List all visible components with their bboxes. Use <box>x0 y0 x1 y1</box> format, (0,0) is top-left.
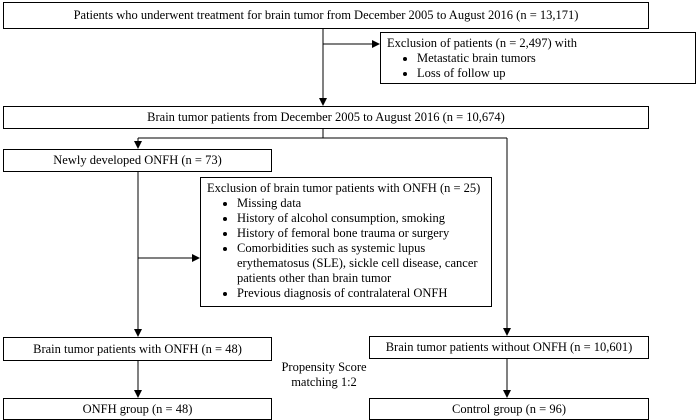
mid-box <box>3 106 649 129</box>
exclusion-2-list <box>207 196 485 301</box>
top-box-text: Patients who underwent treatment for brain tumor from December 2005 to August 2016 (n = 13,171) <box>73 8 579 22</box>
control-group-box-text: Control group (n = 96) <box>452 401 566 416</box>
exclusion-2-title: Exclusion of brain tumor patients with ONFH (n = 25) <box>207 181 481 195</box>
with-onfh-box-text: Brain tumor patients with ONFH (n = 48) <box>33 341 242 356</box>
exclusion-box-1 <box>380 32 696 84</box>
without-onfh-box <box>369 336 649 359</box>
exclusion-2-item: • History of femoral bone trauma or surgery <box>237 226 485 241</box>
exclusion-box-2 <box>200 177 492 307</box>
onfh-group-box <box>3 398 272 420</box>
mid-box-text: Brain tumor patients from December 2005 to August 2016 (n = 10,674) <box>147 110 505 124</box>
psm-label-line-2: matching 1:2 <box>291 375 357 389</box>
exclusion-2-item: • History of alcohol consumption, smoking <box>237 211 485 226</box>
exclusion-1-title: Exclusion of patients (n = 2,497) with <box>387 36 578 50</box>
exclusion-2-item: • Comorbidities such as systemic lupus erythematosus (SLE), sickle cell disease, cancer patients other than brain tumor <box>237 241 485 286</box>
exclusion-2-item: • Missing data <box>237 196 485 211</box>
with-onfh-box <box>3 337 272 361</box>
onfh-box-text: Newly developed ONFH (n = 73) <box>53 153 222 167</box>
onfh-box <box>3 149 272 172</box>
top-box <box>3 2 649 29</box>
onfh-group-box-text: ONFH group (n = 48) <box>82 401 193 416</box>
exclusion-1-item: • Loss of follow up <box>417 66 689 81</box>
exclusion-1-list <box>387 51 689 81</box>
psm-label-line-1: Propensity Score <box>281 360 367 374</box>
without-onfh-box-text: Brain tumor patients without ONFH (n = 10,601) <box>385 340 633 354</box>
exclusion-1-item: • Metastatic brain tumors <box>417 51 689 66</box>
psm-label <box>272 360 376 390</box>
exclusion-2-item: • Previous diagnosis of contralateral ONFH <box>237 286 485 301</box>
control-group-box <box>369 398 649 420</box>
